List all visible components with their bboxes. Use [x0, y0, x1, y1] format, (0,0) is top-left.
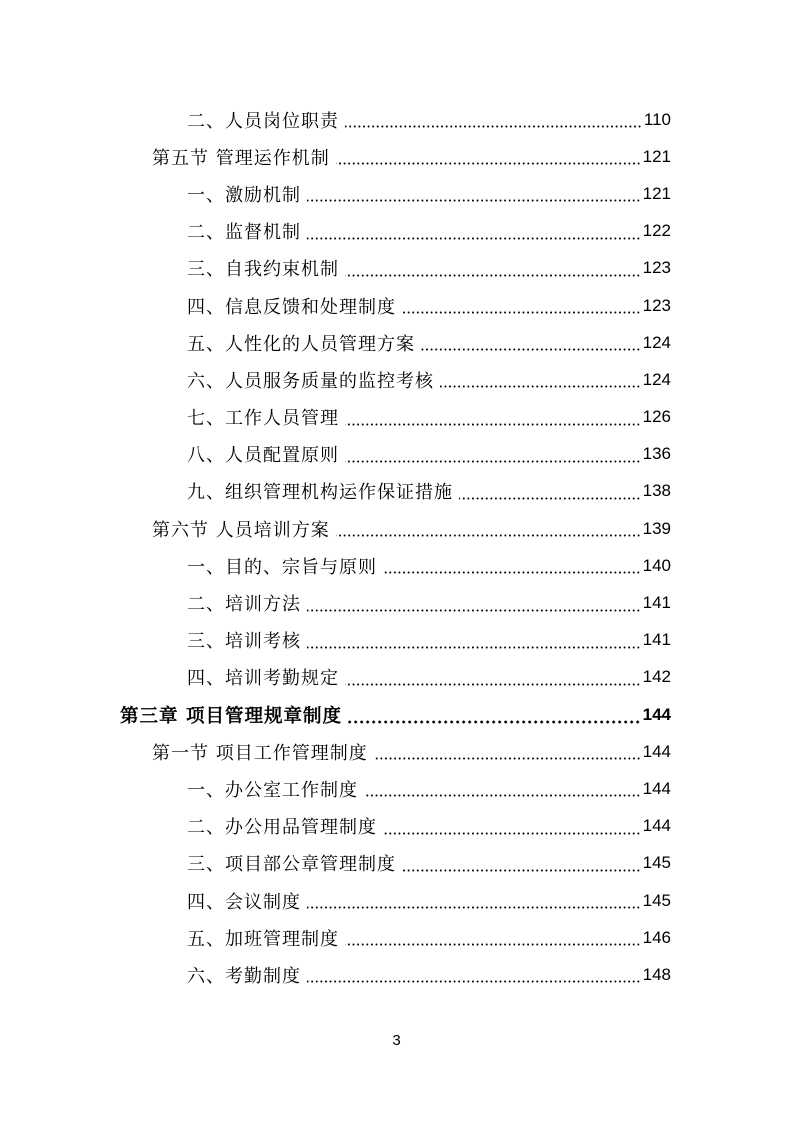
toc-entry-title: 第三章 项目管理规章制度: [120, 705, 342, 727]
toc-entry-page: 121: [642, 146, 671, 166]
toc-entry-page: 144: [642, 704, 671, 724]
toc-dot-leader: [307, 646, 641, 649]
toc-dot-leader: [336, 534, 641, 537]
page-number: 3: [392, 1032, 401, 1049]
toc-entry-page: 148: [642, 964, 671, 984]
toc-entry-title: 第五节 管理运作机制: [152, 147, 330, 169]
toc-item-entry[interactable]: [0, 250, 793, 287]
toc-dot-leader: [440, 385, 641, 388]
toc-entry-page: 139: [642, 518, 671, 538]
toc-dot-leader: [345, 423, 641, 426]
toc-entry-title: 七、工作人员管理: [187, 408, 339, 430]
toc-entry-title: 二、办公用品管理制度: [187, 817, 377, 839]
toc-entry-title: 第一节 项目工作管理制度: [152, 742, 368, 764]
toc-dot-leader: [402, 869, 641, 872]
toc-entry-page: 142: [642, 667, 671, 687]
toc-dot-leader: [336, 162, 641, 165]
toc-entry-title: 四、信息反馈和处理制度: [187, 296, 396, 318]
toc-entry-page: 122: [642, 221, 671, 241]
toc-entry-page: 145: [642, 853, 671, 873]
toc-item-entry[interactable]: [0, 547, 793, 584]
toc-entry-page: 126: [642, 407, 671, 427]
toc-entry-title: 第六节 人员培训方案: [152, 519, 330, 541]
toc-section-entry[interactable]: [0, 138, 793, 175]
toc-entry-page: 141: [642, 630, 671, 650]
toc-dot-leader: [307, 906, 641, 909]
toc-item-entry[interactable]: [0, 622, 793, 659]
toc-entry-title: 一、办公室工作制度: [187, 779, 358, 801]
toc-dot-leader: [402, 311, 641, 314]
toc-entry-title: 四、培训考勤规定: [187, 668, 339, 690]
toc-item-entry[interactable]: [0, 287, 793, 324]
toc-item-entry[interactable]: [0, 175, 793, 212]
toc-dot-leader: [345, 943, 641, 946]
table-of-contents: [0, 101, 793, 994]
toc-entry-page: 123: [642, 258, 671, 278]
toc-item-entry[interactable]: [0, 659, 793, 696]
toc-entry-page: 144: [642, 816, 671, 836]
toc-item-entry[interactable]: [0, 324, 793, 361]
toc-dot-leader: [348, 720, 641, 724]
toc-item-entry[interactable]: [0, 770, 793, 807]
toc-entry-page: 141: [642, 593, 671, 613]
toc-item-entry[interactable]: [0, 473, 793, 510]
toc-entry-title: 六、考勤制度: [187, 965, 301, 987]
toc-entry-title: 三、项目部公章管理制度: [187, 854, 396, 876]
toc-dot-leader: [307, 237, 641, 240]
toc-entry-title: 九、组织管理机构运作保证措施: [187, 482, 453, 504]
toc-item-entry[interactable]: [0, 882, 793, 919]
toc-dot-leader: [383, 571, 641, 574]
toc-entry-page: 124: [642, 332, 671, 352]
toc-item-entry[interactable]: [0, 399, 793, 436]
toc-section-entry[interactable]: [0, 510, 793, 547]
toc-entry-page: 136: [642, 444, 671, 464]
toc-dot-leader: [364, 794, 641, 797]
toc-section-entry[interactable]: [0, 733, 793, 770]
toc-entry-title: 二、人员岗位职责: [187, 110, 339, 132]
toc-dot-leader: [345, 683, 641, 686]
toc-item-entry[interactable]: [0, 584, 793, 621]
toc-entry-title: 四、会议制度: [187, 891, 301, 913]
toc-dot-leader: [345, 274, 641, 277]
toc-dot-leader: [345, 460, 641, 463]
toc-entry-title: 三、培训考核: [187, 631, 301, 653]
toc-entry-page: 146: [642, 927, 671, 947]
toc-entry-title: 一、目的、宗旨与原则: [187, 556, 377, 578]
toc-item-entry[interactable]: [0, 213, 793, 250]
toc-item-entry[interactable]: [0, 956, 793, 993]
toc-entry-title: 二、监督机制: [187, 222, 301, 244]
toc-entry-page: 140: [642, 555, 671, 575]
toc-chapter-entry[interactable]: [0, 696, 793, 733]
toc-entry-page: 110: [643, 109, 671, 129]
toc-entry-title: 五、加班管理制度: [187, 928, 339, 950]
toc-dot-leader: [307, 199, 641, 202]
toc-item-entry[interactable]: [0, 808, 793, 845]
toc-item-entry[interactable]: [0, 361, 793, 398]
toc-item-entry[interactable]: [0, 919, 793, 956]
toc-entry-title: 二、培训方法: [187, 594, 301, 616]
toc-entry-title: 五、人性化的人员管理方案: [187, 333, 415, 355]
toc-dot-leader: [345, 125, 642, 128]
toc-entry-page: 144: [642, 778, 671, 798]
toc-item-entry[interactable]: [0, 436, 793, 473]
toc-dot-leader: [307, 980, 641, 983]
toc-dot-leader: [383, 832, 641, 835]
toc-entry-title: 八、人员配置原则: [187, 445, 339, 467]
toc-dot-leader: [307, 609, 641, 612]
toc-dot-leader: [421, 348, 641, 351]
toc-entry-page: 138: [642, 481, 671, 501]
toc-entry-page: 144: [642, 741, 671, 761]
toc-entry-title: 六、人员服务质量的监控考核: [187, 370, 434, 392]
toc-entry-page: 121: [642, 183, 671, 203]
toc-item-entry[interactable]: [0, 101, 793, 138]
toc-entry-page: 123: [642, 295, 671, 315]
toc-dot-leader: [374, 757, 641, 760]
toc-entry-page: 124: [642, 369, 671, 389]
toc-entry-title: 三、自我约束机制: [187, 259, 339, 281]
toc-entry-title: 一、激励机制: [187, 184, 301, 206]
toc-entry-page: 145: [642, 890, 671, 910]
toc-item-entry[interactable]: [0, 845, 793, 882]
toc-dot-leader: [459, 497, 641, 500]
